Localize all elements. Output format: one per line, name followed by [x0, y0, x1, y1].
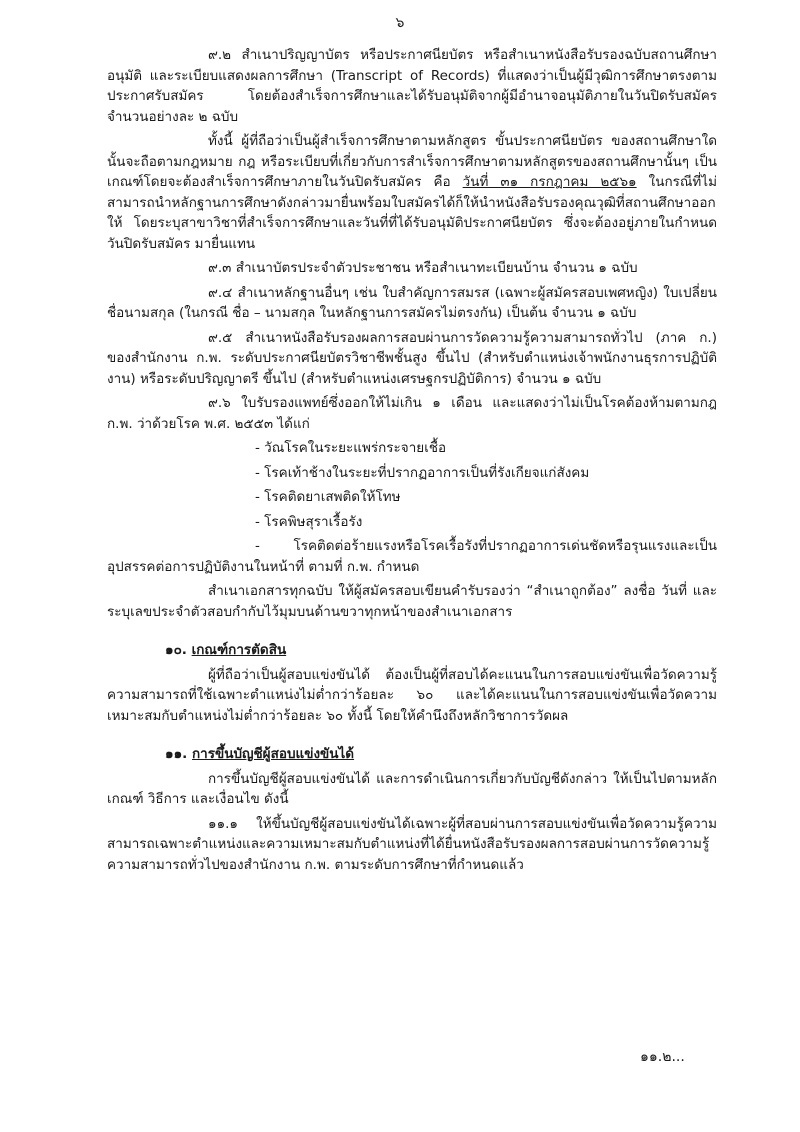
paragraph-11-1: ๑๑.๑ ให้ขึ้นบัญชีผู้สอบแข่งขันได้เฉพาะผู้ที่สอบผ่านการสอบแข่งขันเพื่อวัดความรู้ความสามารถเฉพาะตำแหน่งและความเหมาะสมกับตำแหน่งที่ได้ยื่นหนังสือรับรองผลการสอบผ่านการวัดความรู้ความสามารถทั่วไปของสำนักงาน ก.พ. ตามระดับการศึกษาที่กำหนดแล้ว — [107, 815, 717, 873]
disease-item-last: - โรคติดต่อร้ายแรงหรือโรคเรื้อรังที่ปรากฏอาการเด่นชัดหรือรุนแรงและเป็นอุปสรรคต่อการปฏิบัติงานในหน้าที่ ตามที่ ก.พ. กำหนด — [107, 538, 717, 575]
section-11-title: การขึ้นบัญชีผู้สอบแข่งขันได้ — [191, 746, 355, 762]
paragraph-9-3: ๙.๓ สำเนาบัตรประจำตัวประชาชน หรือสำเนาทะเบียนบ้าน จำนวน ๑ ฉบับ — [208, 260, 638, 276]
section-10-body: ผู้ที่ถือว่าเป็นผู้สอบแข่งขันได้ ต้องเป็นผู้ที่สอบได้คะแนนในการสอบแข่งขันเพื่อวัดความรู้ความสามารถที่ใช้เฉพาะตำแหน่งไม่ต่ำกว่าร้อยละ ๖๐ และได้คะแนนในการสอบแข่งขันเพื่อวัดความเหมาะสมกับตำแหน่งไม่ต่ำกว่าร้อยละ ๖๐ ทั้งนี้ โดยให้คำนึงถึงหลักวิชาการวัดผล — [107, 666, 717, 724]
section-10-title: เกณฑ์การตัดสิน — [191, 642, 287, 658]
disease-item: - โรคพิษสุราเรื้อรัง — [255, 513, 363, 530]
disease-item: - โรคติดยาเสพติดให้โทษ — [255, 489, 401, 505]
certification-note: สำเนาเอกสารทุกฉบับ ให้ผู้สมัครสอบเขียนคำรับรองว่า “สำเนาถูกต้อง” ลงชื่อ วันที่ และระบุเลขประจำตัวสอบกำกับไว้มุมบนด้านขวาทุกหน้าของสำเนาเอกสาร — [107, 583, 717, 620]
graduation-text-before: ทั้งนี้ ผู้ที่ถือว่าเป็นผู้สำเร็จการศึกษาตามหลักสูตร ขั้นประกาศนียบัตร ของสถานศึกษาใดนั้นจะถือตามกฎหมาย กฎ หรือระเบียบที่เกี่ยวกับการสำเร็จการศึกษาตามหลักสูตรของสถานศึกษานั้นๆ เป็นเกณฑ์โดยจะต้องสำเร็จการศึกษาภายในวันปิดรับสมัคร คือ — [107, 133, 717, 190]
paragraph-9-4: ๙.๔ สำเนาหลักฐานอื่นๆ เช่น ใบสำคัญการสมรส (เฉพาะผู้สมัครสอบเพศหญิง) ใบเปลี่ยนชื่อนามสกุล (ในกรณี ชื่อ – นามสกุล ในหลักฐานการสมัครไม่ตรงกัน) เป็นต้น จำนวน ๑ ฉบับ — [107, 284, 717, 321]
paragraph-9-5: ๙.๕ สำเนาหนังสือรับรองผลการสอบผ่านการวัดความรู้ความสามารถทั่วไป (ภาค ก.) ของสำนักงาน ก.พ. ระดับประกาศนียบัตรวิชาชีพชั้นสูง ขึ้นไป (สำหรับตำแหน่งเจ้าพนักงานธุรการปฏิบัติงาน) หรือระดับปริญญาตรี ขึ้นไป (สำหรับตำแหน่งเศรษฐกรปฏิบัติการ) จำนวน ๑ ฉบับ — [107, 329, 717, 387]
continued-marker: ๑๑.๒... — [640, 1049, 685, 1065]
section-10-heading — [165, 640, 717, 661]
section-11-number: ๑๑. — [165, 746, 188, 762]
graduation-criteria-paragraph — [107, 131, 717, 254]
paragraph-9-2: ๙.๒ สำเนาปริญญาบัตร หรือประกาศนียบัตร หรือสำเนาหนังสือรับรองฉบับสถานศึกษาอนุมัติ และระเบียบแสดงผลการศึกษา (Transcript of Records) ที่แสดงว่าเป็นผู้มีวุฒิการศึกษาตรงตามประกาศรับสมัคร โดยต้องสำเร็จการศึกษาและได้รับอนุมัติจากผู้มีอำนาจอนุมัติภายในวันปิดรับสมัครจำนวนอย่างละ ๒ ฉบับ — [107, 47, 717, 125]
paragraph-9-6: ๙.๖ ใบรับรองแพทย์ซึ่งออกให้ไม่เกิน ๑ เดือน และแสดงว่าไม่เป็นโรคต้องห้ามตามกฎ ก.พ. ว่าด้วยโรค พ.ศ. ๒๕๕๓ ได้แก่ — [107, 395, 717, 432]
disease-item: - โรคเท้าช้างในระยะที่ปรากฏอาการเป็นที่รังเกียจแก่สังคม — [255, 464, 590, 481]
page-number: ๖ — [395, 15, 405, 31]
section-11-heading — [165, 744, 717, 765]
closing-date: วันที่ ๓๑ กรกฎาคม ๒๕๖๑ — [462, 174, 637, 190]
section-10-number: ๑๐. — [165, 642, 187, 658]
disease-item: - วัณโรคในระยะแพร่กระจายเชื้อ — [255, 440, 447, 456]
graduation-text-after: ในกรณีที่ไม่สามารถนำหลักฐานการศึกษาดังกล่าวมายื่นพร้อมใบสมัครได้ก็ให้นำหนังสือรับรองคุณวุฒิที่สถานศึกษาออกให้ โดยระบุสาขาวิชาที่สำเร็จการศึกษาและวันที่ที่ได้รับอนุมัติประกาศนียบัตร ซึ่งจะต้องอยู่ภายในกำหนดวันปิดรับสมัคร มายื่นแทน — [107, 174, 717, 252]
section-11-intro: การขึ้นบัญชีผู้สอบแข่งขันได้ และการดำเนินการเกี่ยวกับบัญชีดังกล่าว ให้เป็นไปตามหลักเกณฑ์ วิธีการ และเงื่อนไข ดังนี้ — [107, 770, 717, 807]
document-body — [107, 45, 717, 879]
